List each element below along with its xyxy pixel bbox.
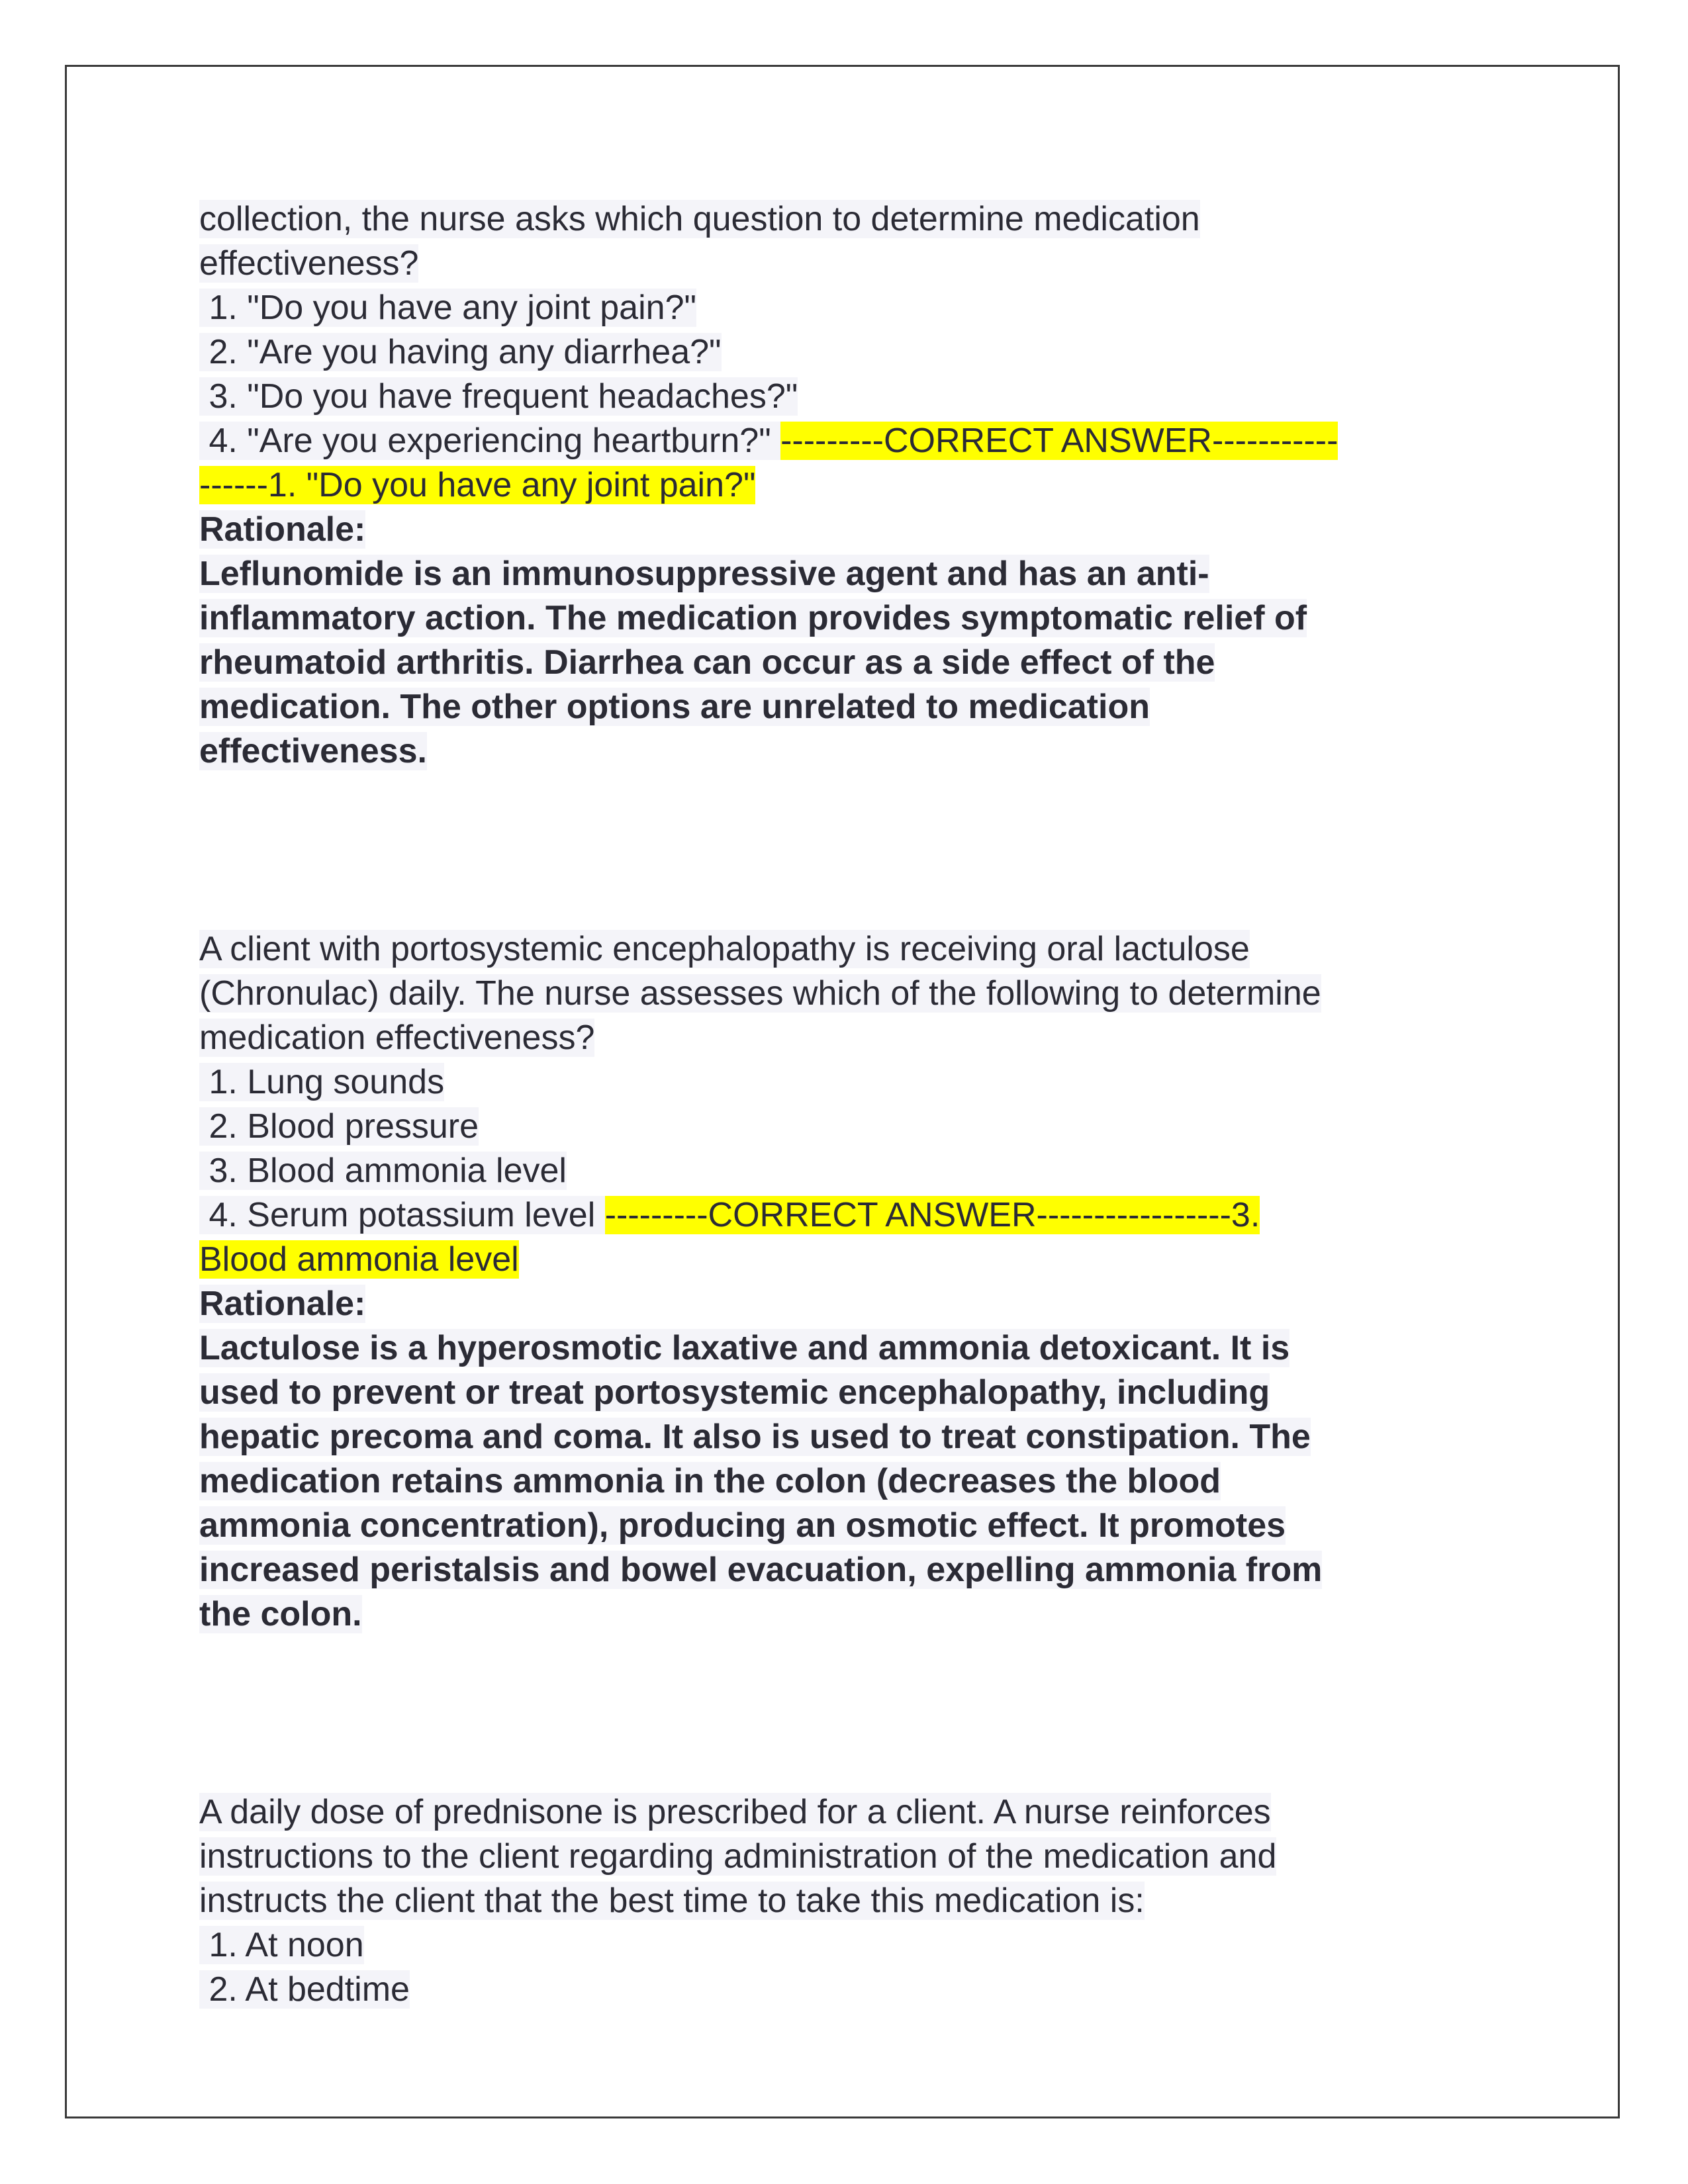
question-block-1: [199, 197, 1490, 774]
rationale-line: increased peristalsis and bowel evacuation, expelling ammonia from: [199, 1551, 1323, 1589]
rationale-line: rheumatoid arthritis. Diarrhea can occur as a side effect of the: [199, 643, 1215, 682]
answer-option: 3. Blood ammonia level: [199, 1152, 567, 1190]
question-stem-line: effectiveness?: [199, 244, 419, 283]
answer-option: 1. At noon: [199, 1926, 364, 1964]
answer-option: 2. Blood pressure: [199, 1107, 479, 1146]
question-stem-line: medication effectiveness?: [199, 1019, 595, 1057]
rationale-line: Leflunomide is an immunosuppressive agent and has an anti-: [199, 555, 1209, 593]
section-gap: [199, 774, 1490, 927]
question-stem-line: (Chronulac) daily. The nurse assesses which of the following to determine: [199, 974, 1321, 1013]
rationale-line: ammonia concentration), producing an osmotic effect. It promotes: [199, 1506, 1286, 1545]
rationale-line: medication retains ammonia in the colon (decreases the blood: [199, 1462, 1221, 1500]
answer-option: 4. Serum potassium level ---------CORRECT ANSWER-----------------3.: [199, 1196, 1260, 1234]
rationale-line: hepatic precoma and coma. It also is used to treat constipation. The: [199, 1418, 1311, 1456]
rationale-label: Rationale:: [199, 1285, 366, 1323]
section-gap: [199, 1637, 1490, 1790]
correct-answer-highlight: Blood ammonia level: [199, 1240, 519, 1279]
correct-answer-highlight: ---------CORRECT ANSWER-----------: [780, 422, 1338, 460]
question-stem-line: A daily dose of prednisone is prescribed for a client. A nurse reinforces: [199, 1793, 1271, 1831]
question-block-3: [199, 1790, 1490, 2012]
question-block-2: [199, 927, 1490, 1637]
correct-answer-line: [199, 463, 1490, 508]
rationale-line: the colon.: [199, 1595, 362, 1633]
answer-option: 3. "Do you have frequent headaches?": [199, 377, 798, 416]
rationale-line: inflammatory action. The medication provides symptomatic relief of: [199, 599, 1307, 637]
answer-option: 2. At bedtime: [199, 1970, 410, 2009]
answer-option: 2. "Are you having any diarrhea?": [199, 333, 722, 371]
correct-answer-line: [199, 1238, 1490, 1282]
correct-answer-highlight: ------1. "Do you have any joint pain?": [199, 466, 756, 504]
question-stem-line: A client with portosystemic encephalopathy is receiving oral lactulose: [199, 930, 1250, 968]
question-stem-line: collection, the nurse asks which question to determine medication: [199, 200, 1200, 238]
rationale-line: medication. The other options are unrelated to medication: [199, 688, 1150, 726]
correct-answer-highlight: ---------CORRECT ANSWER-----------------3.: [604, 1196, 1260, 1234]
question-stem-line: instructs the client that the best time to take this medication is:: [199, 1882, 1145, 1920]
rationale-line: used to prevent or treat portosystemic encephalopathy, including: [199, 1373, 1270, 1412]
rationale-label: Rationale:: [199, 510, 366, 549]
answer-option: 1. "Do you have any joint pain?": [199, 289, 696, 327]
answer-option: 1. Lung sounds: [199, 1063, 445, 1101]
question-stem-line: instructions to the client regarding administration of the medication and: [199, 1837, 1277, 1876]
document-content: [199, 197, 1490, 2012]
answer-option: 4. "Are you experiencing heartburn?" ---------CORRECT ANSWER-----------: [199, 422, 1338, 460]
rationale-line: effectiveness.: [199, 732, 427, 770]
rationale-line: Lactulose is a hyperosmotic laxative and ammonia detoxicant. It is: [199, 1329, 1290, 1367]
